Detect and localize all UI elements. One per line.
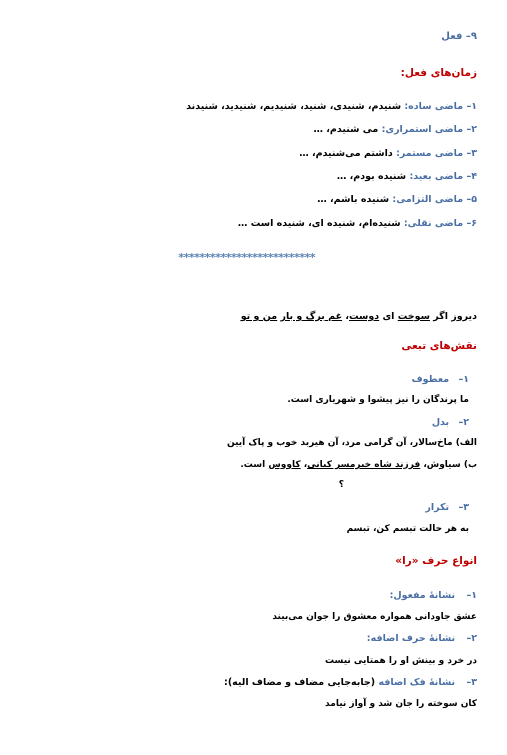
item-text: داشتم می‌شنیدم، …: [299, 148, 397, 159]
role-line: ما پرندگان را نیز پیشوا و شهریاری است.: [287, 395, 469, 405]
verse-underlined: سوخت: [397, 311, 430, 322]
verse-line: [0, 311, 477, 322]
item-label: ماضی التزامی:: [392, 194, 464, 205]
role-underlined: فرزند شاه خیرمسر کیانی: [307, 460, 421, 470]
verse-text: دیروز اگر: [429, 311, 477, 322]
tenses-heading: زمان‌های فعل:: [400, 67, 477, 79]
ra-item-title: [0, 677, 477, 688]
item-number: ۳–: [458, 502, 469, 513]
item-text: شنیده بودم، …: [336, 171, 410, 182]
tense-item: [0, 124, 477, 135]
verse-underlined: من و تو: [240, 311, 278, 322]
role-line: [0, 460, 477, 470]
verse-underlined: غم برگ و بار: [280, 311, 343, 322]
item-label: بدل: [431, 417, 450, 428]
roles-heading: نقش‌های تبعی: [401, 340, 477, 352]
tense-item: [0, 218, 477, 229]
ra-line: در خرد و بینش او را همتایی نیست: [325, 656, 477, 666]
item-number: ۵–: [466, 194, 477, 205]
item-extra: (جابه‌جایی مضاف و مضاف الیه):: [224, 677, 379, 688]
ra-item-title: [0, 633, 477, 644]
ra-heading: انواع حرف «را»: [395, 555, 477, 567]
section-title: ۹– فعل: [441, 31, 477, 42]
item-number: ۳–: [466, 677, 477, 688]
item-label: نشانهٔ فک اضافه: [378, 677, 456, 688]
question-mark: ؟: [338, 480, 344, 490]
tense-item: [0, 171, 477, 182]
item-number: ۱–: [466, 101, 477, 112]
ra-item-title: [0, 590, 477, 601]
role-item-title: [0, 502, 469, 513]
item-text: شنیده باشم، …: [317, 194, 393, 205]
verse-text: ای: [379, 311, 398, 322]
item-number: ۱–: [458, 374, 469, 385]
item-text: شنیده‌ام، شنیده ای، شنیده است …: [237, 218, 404, 229]
role-text: ،: [300, 460, 308, 470]
item-number: ۲–: [466, 124, 477, 135]
item-number: ۲–: [466, 633, 477, 644]
item-number: ۶–: [466, 218, 477, 229]
tense-item: [0, 101, 477, 112]
verse-underlined: دوست: [348, 311, 380, 322]
item-text: شنیدم، شنیدی، شنید، شنیدیم، شنیدید، شنیدند: [186, 101, 405, 112]
star-divider: **************************: [178, 251, 315, 264]
role-text: ب) سیاوش،: [420, 460, 477, 470]
tense-item: [0, 194, 477, 205]
item-label: ماضی استمراری:: [381, 124, 464, 135]
item-label: ماضی مستمر:: [396, 148, 464, 159]
role-item-title: [0, 417, 469, 428]
role-item-title: [0, 374, 469, 385]
item-label: معطوف: [411, 374, 450, 385]
item-number: ۴–: [466, 171, 477, 182]
item-label: ماضی ساده:: [404, 101, 464, 112]
item-number: ۳–: [466, 148, 477, 159]
item-text: می شنیدم، …: [313, 124, 382, 135]
verse-text: ،: [342, 311, 349, 322]
ra-line: عشق جاودانی همواره معشوق را جوان می‌بیند: [272, 612, 477, 622]
item-label: نشانهٔ مفعول:: [389, 590, 456, 601]
role-line: به هر حالت تبسم کن، تبسم: [346, 524, 469, 534]
item-number: ۲–: [458, 417, 469, 428]
item-label: ماضی بعید:: [409, 171, 464, 182]
role-line: الف) ماخ‌سالار، آن گرامی مرد، آن هیربد خوب و پاک آیین: [226, 438, 477, 448]
item-number: ۱–: [466, 590, 477, 601]
item-label: نشانهٔ حرف اضافه:: [366, 633, 456, 644]
item-label: تکرار: [425, 502, 450, 513]
item-label: ماضی نقلی:: [403, 218, 464, 229]
tense-item: [0, 148, 477, 159]
ra-line: کان سوخته را جان شد و آواز نیامد: [325, 699, 477, 709]
role-text: است.: [240, 460, 269, 470]
role-underlined: کاووس: [268, 460, 301, 470]
